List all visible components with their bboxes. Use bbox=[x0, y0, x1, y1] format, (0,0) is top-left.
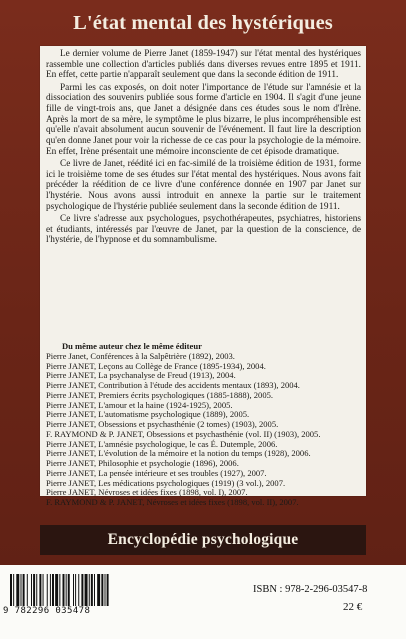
barcode-bar bbox=[27, 574, 28, 606]
bibliography-entry: Pierre JANET, Les médications psychologiques (1919) (3 vol.), 2007. bbox=[46, 477, 286, 488]
description-paragraph: Parmi les cas exposés, on doit noter l'importance de l'étude sur l'amnésie et la dissociation des souvenirs publiée sous forme d'article en 1904. Il s'agit d'une jeune fille de vingt-trois ans, que Janet a désignée dans ces études sous le nom d'Irène. Après la mort de sa mère, le symptôme le plus bizarre, le plus incompréhensible est qu'elle n'avait absolument aucun souvenir de l'événement. Il faut lire la description qu'en donne Janet pour voir la richesse de ce cas pour la psychologie de la mémoire. En effet, Irène présentait une mémoire inconsciente de cet épisode dramatique. bbox=[46, 82, 361, 157]
bibliography-heading: Du même auteur chez le même éditeur bbox=[62, 341, 202, 351]
bibliography-entry: Pierre JANET, L'amour et la haine (1924-1925), 2005. bbox=[46, 399, 233, 410]
barcode-bar bbox=[23, 574, 25, 606]
bibliography-entry: Pierre JANET, La psychanalyse de Freud (1913), 2004. bbox=[46, 370, 236, 381]
bibliography-entry: Pierre JANET, L'amnésie psychologique, le cas É. Dutemple, 2006. bbox=[46, 438, 278, 449]
series-band bbox=[40, 525, 366, 555]
description bbox=[46, 49, 361, 246]
bibliography-entry: Pierre JANET, Contribution à l'étude des accidents mentaux (1893), 2004. bbox=[46, 380, 300, 390]
bibliography-entry: Pierre JANET, Obsessions et psychasthénie (2 tomes) (1903), 2005. bbox=[46, 419, 279, 429]
barcode-bar bbox=[10, 574, 12, 606]
barcode-bar bbox=[89, 574, 90, 606]
barcode-bar bbox=[33, 574, 35, 606]
barcode-bar bbox=[107, 574, 109, 606]
barcode-bar bbox=[43, 574, 44, 606]
barcode-bar bbox=[50, 574, 51, 606]
bibliography-entry: Pierre JANET, La pensée intérieure et ses troubles (1927), 2007. bbox=[46, 467, 267, 478]
barcode-bar bbox=[75, 574, 76, 606]
price: 22 € bbox=[343, 601, 363, 613]
description-paragraph: Ce livre de Janet, réédité ici en fac-similé de la troisième édition de 1931, forme ici le troisième tome de ses études sur l'état mental des hystériques. Nous avons fait précéder la réédition de ce livre d'une conférence donnée en 1907 par Janet sur l'hystérie. Nous avons aussi introduit en annexe la partie sur le traitement psychologique de l'hystérie publiée seulement dans la seconde édition de 1911. bbox=[46, 159, 361, 212]
barcode-bar bbox=[78, 574, 79, 606]
barcode-bar bbox=[105, 574, 106, 606]
barcode-bar bbox=[85, 574, 88, 606]
barcode-bar bbox=[94, 574, 95, 606]
barcode-bar bbox=[91, 574, 93, 606]
barcode-bar bbox=[97, 574, 100, 606]
barcode-bar bbox=[21, 574, 22, 606]
description-paragraph: Ce livre s'adresse aux psychologues, psychothérapeutes, psychiatres, historiens et étudiants, intéressés par l'œuvre de Janet, par la question de la conscience, de l'hystérie, de l'hypnose et du somnambulisme. bbox=[46, 214, 361, 246]
barcode-bar bbox=[68, 574, 70, 606]
bibliography-entry: Pierre JANET, L'automatisme psychologique (1889), 2005. bbox=[46, 409, 250, 420]
bibliography-entry: Pierre Janet, Conférences à la Salpêtrière (1892), 2003. bbox=[46, 350, 235, 361]
barcode-bar bbox=[73, 574, 74, 606]
bibliography-entry: Pierre JANET, Névroses et idées fixes (1898, vol. I), 2007. bbox=[46, 487, 248, 498]
description-paragraph: Le dernier volume de Pierre Janet (1859-1947) sur l'état mental des hystériques rassemble une collection d'articles publiés dans diverses revues entre 1895 et 1911. En effet, cette partie n'apparaît seulement que dans la seconde édition de 1911. bbox=[46, 49, 361, 81]
barcode-bar bbox=[16, 574, 19, 606]
bibliography-entry: Pierre JANET, L'évolution de la mémoire et la notion du temps (1928), 2006. bbox=[46, 448, 311, 459]
barcode-image bbox=[10, 574, 160, 608]
barcode-bar bbox=[13, 574, 14, 606]
barcode-bar bbox=[55, 574, 58, 606]
barcode-bar bbox=[31, 574, 32, 606]
bibliography-entry: F. RAYMOND & P. JANET, Névroses et idées fixes (1898, vol. II), 2007. bbox=[46, 497, 299, 507]
bibliography-entry: Pierre JANET, Philosophie et psychologie (1896), 2006. bbox=[46, 458, 239, 468]
barcode-bar bbox=[47, 574, 48, 606]
barcode-bar bbox=[39, 574, 41, 606]
bibliography-entry: F. RAYMOND & P. JANET, Obsessions et psychasthénie (vol. II) (1903), 2005. bbox=[46, 428, 321, 439]
barcode-bar bbox=[66, 574, 67, 606]
isbn: ISBN : 978-2-296-03547-8 bbox=[253, 584, 368, 595]
barcode-bar bbox=[81, 574, 83, 606]
series-name: Encyclopédie psychologique bbox=[107, 531, 299, 548]
book-title: L'état mental des hystériques bbox=[73, 12, 333, 34]
bibliography-entry: Pierre JANET, Premiers écrits psychologiques (1885-1888), 2005. bbox=[46, 389, 274, 400]
barcode-bar bbox=[59, 574, 60, 606]
bibliography-entry: Pierre JANET, Leçons au Collège de France (1895-1934), 2004. bbox=[46, 360, 266, 371]
barcode-bar bbox=[63, 574, 65, 606]
barcode-bar bbox=[101, 574, 103, 606]
bibliography bbox=[46, 342, 366, 508]
barcode-digits: 9 782296 035478 bbox=[3, 606, 91, 616]
barcode-bar bbox=[52, 574, 54, 606]
barcode-bar bbox=[36, 574, 37, 606]
